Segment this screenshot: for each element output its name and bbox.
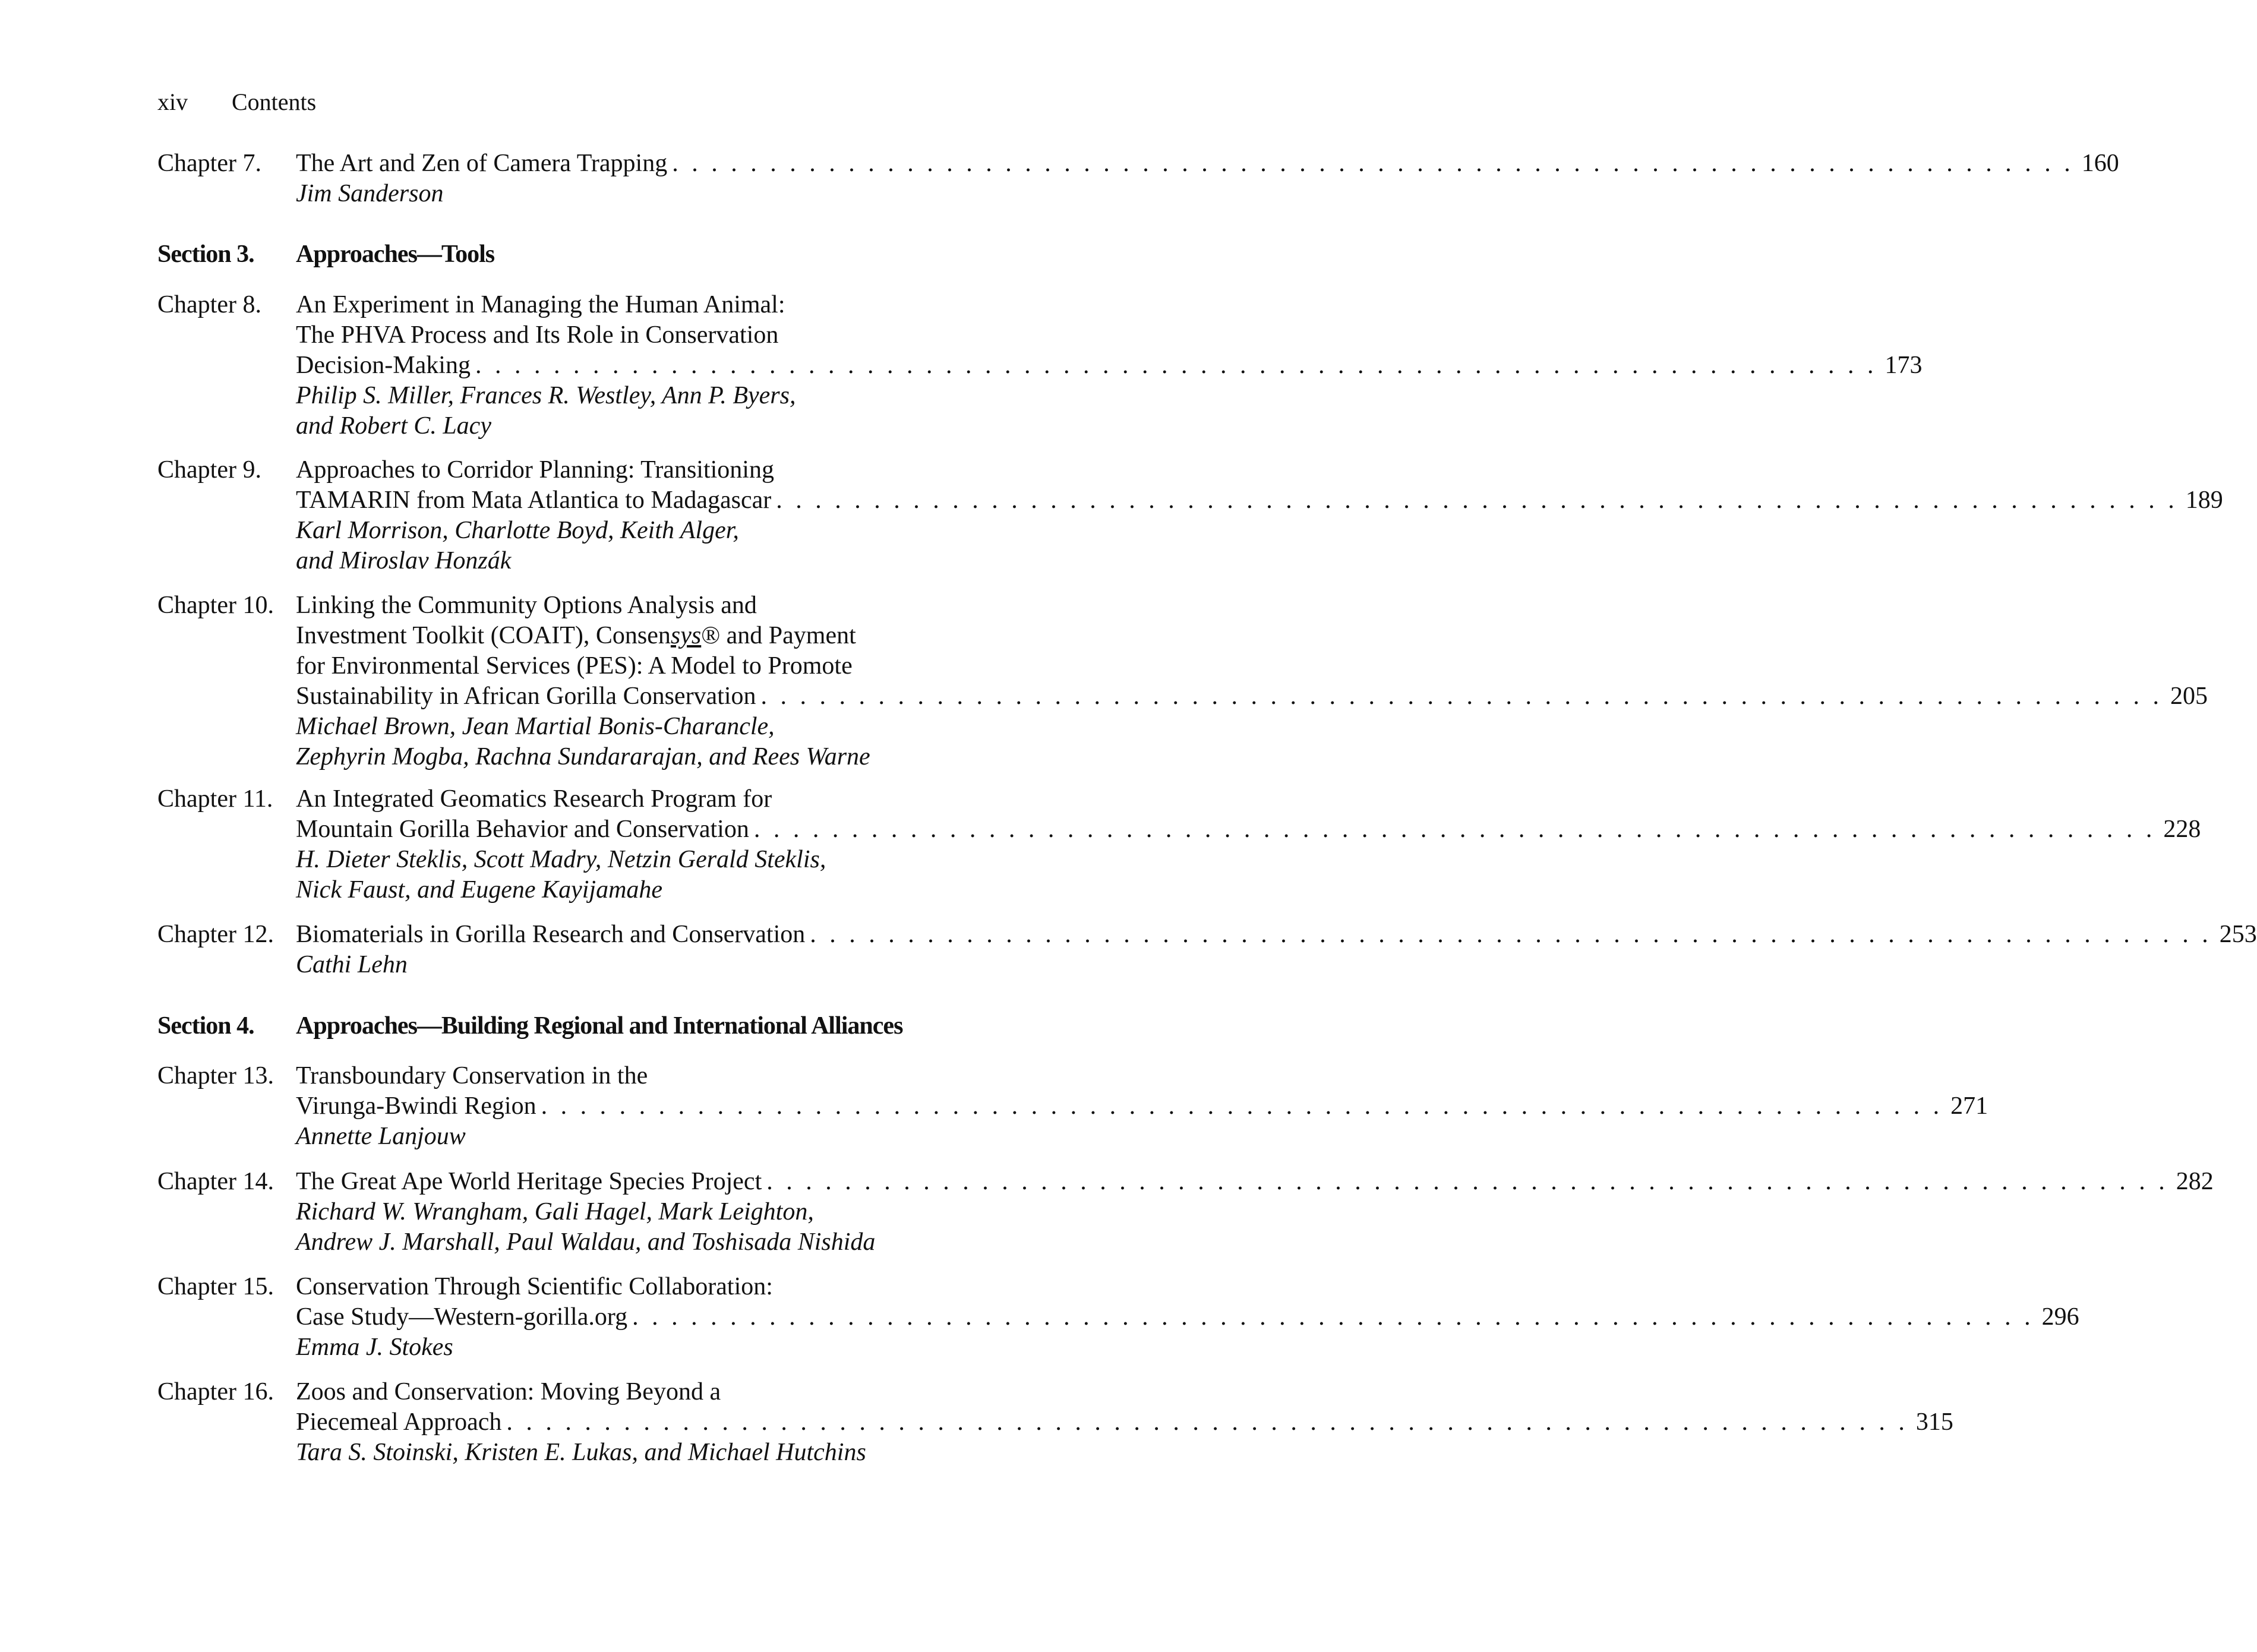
- toc-entry-chapter-10: [157, 590, 2208, 772]
- toc-entry-chapter-7: [157, 149, 2119, 209]
- page-number: 271: [1950, 1092, 1988, 1120]
- page-number: 189: [2185, 487, 2223, 514]
- chapter-title: Zoos and Conservation: Moving Beyond a: [296, 1378, 721, 1405]
- section-title: Approaches—Building Regional and International Alliances: [296, 1012, 903, 1040]
- title-text: Investment Toolkit (COAIT), Consen: [296, 622, 671, 649]
- page-number: 282: [2176, 1168, 2214, 1195]
- chapter-authors: Michael Brown, Jean Martial Bonis-Charancle,: [296, 713, 775, 740]
- toc-entry-chapter-13: [157, 1061, 1988, 1152]
- chapter-title: [296, 621, 856, 651]
- chapter-title: Sustainability in African Gorilla Conservation: [296, 683, 756, 710]
- title-line: [296, 784, 968, 814]
- title-line: [296, 290, 968, 320]
- title-line: [296, 1302, 2079, 1332]
- chapter-title: The Art and Zen of Camera Trapping: [296, 150, 668, 177]
- chapter-label: Chapter 15.: [157, 1273, 274, 1300]
- chapter-title: An Integrated Geomatics Research Program for: [296, 785, 772, 813]
- chapter-label: Chapter 14.: [157, 1168, 274, 1195]
- title-line: [296, 1377, 968, 1407]
- chapter-title: Mountain Gorilla Behavior and Conservation: [296, 816, 749, 843]
- toc-entry-chapter-12: [157, 920, 2257, 980]
- chapter-authors: Tara S. Stoinski, Kristen E. Lukas, and Michael Hutchins: [296, 1439, 866, 1466]
- leader-dots: . . . . . . . . . . . . . . . . . . . . . . . . . . . . . . . . . . . . . . . . . . . . . . . . . . . . . . . . . . . . . . . . . . . . . . . .: [672, 150, 2074, 177]
- consensys-underlined: sys: [670, 622, 702, 649]
- chapter-title: Piecemeal Approach: [296, 1408, 502, 1436]
- title-line: [296, 485, 2223, 516]
- page-number: 228: [2163, 816, 2201, 843]
- leader-dots: . . . . . . . . . . . . . . . . . . . . . . . . . . . . . . . . . . . . . . . . . . . . . . . . . . . . . . . . . . . . . . . . . . . . . . . .: [810, 921, 2212, 948]
- page-number: 315: [1915, 1408, 1953, 1436]
- toc-entry-chapter-11: [157, 784, 2201, 905]
- title-line: [296, 149, 2119, 179]
- chapter-authors: H. Dieter Steklis, Scott Madry, Netzin Gerald Steklis,: [296, 846, 826, 873]
- chapter-title: The Great Ape World Heritage Species Project: [296, 1168, 762, 1195]
- toc-entry-chapter-8: [157, 290, 1923, 441]
- header-page-number: xiv: [157, 89, 188, 115]
- page-number: 160: [2081, 150, 2119, 177]
- chapter-authors: Zephyrin Mogba, Rachna Sundararajan, and Rees Warne: [296, 743, 870, 770]
- leader-dots: . . . . . . . . . . . . . . . . . . . . . . . . . . . . . . . . . . . . . . . . . . . . . . . . . . . . . . . . . . . . . . . . . . . . . . . .: [475, 352, 1877, 379]
- title-line: [296, 1407, 1953, 1438]
- leader-dots: . . . . . . . . . . . . . . . . . . . . . . . . . . . . . . . . . . . . . . . . . . . . . . . . . . . . . . . . . . . . . . . . . . . . . . . .: [766, 1168, 2168, 1195]
- title-line: [296, 681, 2208, 712]
- section-label: Section 3.: [157, 241, 254, 268]
- chapter-authors: Nick Faust, and Eugene Kayijamahe: [296, 876, 663, 904]
- chapter-authors: Emma J. Stokes: [296, 1334, 453, 1361]
- table-of-contents: [157, 0, 2257, 1652]
- chapter-authors: Jim Sanderson: [296, 180, 444, 207]
- title-line: [296, 1272, 968, 1302]
- chapter-title: An Experiment in Managing the Human Animal:: [296, 291, 785, 318]
- chapter-title: Conservation Through Scientific Collaboration:: [296, 1273, 773, 1300]
- leader-dots: . . . . . . . . . . . . . . . . . . . . . . . . . . . . . . . . . . . . . . . . . . . . . . . . . . . . . . . . . . . . . . . . . . . . . . . .: [506, 1408, 1908, 1436]
- chapter-title: Decision-Making: [296, 352, 471, 379]
- section-title: Approaches—Tools: [296, 241, 495, 268]
- title-line: [296, 455, 968, 485]
- title-line: [296, 320, 968, 350]
- title-line: [296, 651, 968, 681]
- page-number: 173: [1884, 352, 1923, 379]
- toc-entry-chapter-9: [157, 455, 2223, 576]
- toc-section-3: [157, 239, 968, 270]
- chapter-label: Chapter 10.: [157, 592, 274, 619]
- chapter-label: Chapter 16.: [157, 1378, 274, 1405]
- chapter-authors: and Robert C. Lacy: [296, 412, 491, 440]
- page-number: 253: [2219, 921, 2257, 948]
- toc-entry-chapter-16: [157, 1377, 1953, 1468]
- chapter-title: for Environmental Services (PES): A Model to Promote: [296, 652, 853, 680]
- toc-entry-chapter-15: [157, 1272, 2079, 1363]
- leader-dots: . . . . . . . . . . . . . . . . . . . . . . . . . . . . . . . . . . . . . . . . . . . . . . . . . . . . . . . . . . . . . . . . . . . . . . . .: [776, 487, 2178, 514]
- title-text: ® and Payment: [701, 622, 856, 649]
- chapter-authors: Karl Morrison, Charlotte Boyd, Keith Alger,: [296, 517, 739, 544]
- leader-dots: . . . . . . . . . . . . . . . . . . . . . . . . . . . . . . . . . . . . . . . . . . . . . . . . . . . . . . . . . . . . . . . . . . . . . . . .: [753, 816, 2156, 843]
- chapter-title: Transboundary Conservation in the: [296, 1062, 648, 1089]
- leader-dots: . . . . . . . . . . . . . . . . . . . . . . . . . . . . . . . . . . . . . . . . . . . . . . . . . . . . . . . . . . . . . . . . . . . . . . . .: [632, 1303, 2034, 1331]
- header-title: Contents: [232, 89, 317, 115]
- chapter-title: TAMARIN from Mata Atlantica to Madagascar: [296, 487, 772, 514]
- chapter-authors: and Miroslav Honzák: [296, 547, 512, 574]
- title-line: [296, 1091, 1988, 1122]
- chapter-authors: Cathi Lehn: [296, 951, 408, 978]
- title-line: [296, 920, 2257, 950]
- chapter-title: Approaches to Corridor Planning: Transitioning: [296, 456, 774, 484]
- title-line: [296, 1167, 2214, 1197]
- toc-section-4: [157, 1011, 968, 1041]
- page-number: 205: [2170, 683, 2208, 710]
- chapter-title: The PHVA Process and Its Role in Conservation: [296, 321, 779, 349]
- title-line: [296, 814, 2201, 845]
- chapter-label: Chapter 9.: [157, 456, 261, 484]
- chapter-label: Chapter 11.: [157, 785, 273, 813]
- title-line: [296, 350, 1923, 381]
- chapter-title: Linking the Community Options Analysis and: [296, 592, 757, 619]
- leader-dots: . . . . . . . . . . . . . . . . . . . . . . . . . . . . . . . . . . . . . . . . . . . . . . . . . . . . . . . . . . . . . . . . . . . . . . . .: [541, 1092, 1943, 1120]
- chapter-title: Biomaterials in Gorilla Research and Conservation: [296, 921, 806, 948]
- chapter-authors: Andrew J. Marshall, Paul Waldau, and Toshisada Nishida: [296, 1228, 876, 1256]
- chapter-label: Chapter 13.: [157, 1062, 274, 1089]
- chapter-title: Case Study—Western-gorilla.org: [296, 1303, 628, 1331]
- chapter-label: Chapter 7.: [157, 150, 261, 177]
- chapter-authors: Annette Lanjouw: [296, 1123, 466, 1150]
- chapter-authors: Philip S. Miller, Frances R. Westley, Ann P. Byers,: [296, 382, 796, 409]
- leader-dots: . . . . . . . . . . . . . . . . . . . . . . . . . . . . . . . . . . . . . . . . . . . . . . . . . . . . . . . . . . . . . . . . . . . . . . . .: [760, 683, 2163, 710]
- chapter-authors: Richard W. Wrangham, Gali Hagel, Mark Leighton,: [296, 1198, 814, 1225]
- chapter-label: Chapter 12.: [157, 921, 274, 948]
- section-label: Section 4.: [157, 1012, 254, 1040]
- title-line: [296, 590, 968, 621]
- page-number: 296: [2041, 1303, 2079, 1331]
- title-line: [296, 1061, 968, 1091]
- chapter-title: Virunga-Bwindi Region: [296, 1092, 536, 1120]
- toc-entry-chapter-14: [157, 1167, 2214, 1258]
- title-line: [296, 621, 968, 651]
- chapter-label: Chapter 8.: [157, 291, 261, 318]
